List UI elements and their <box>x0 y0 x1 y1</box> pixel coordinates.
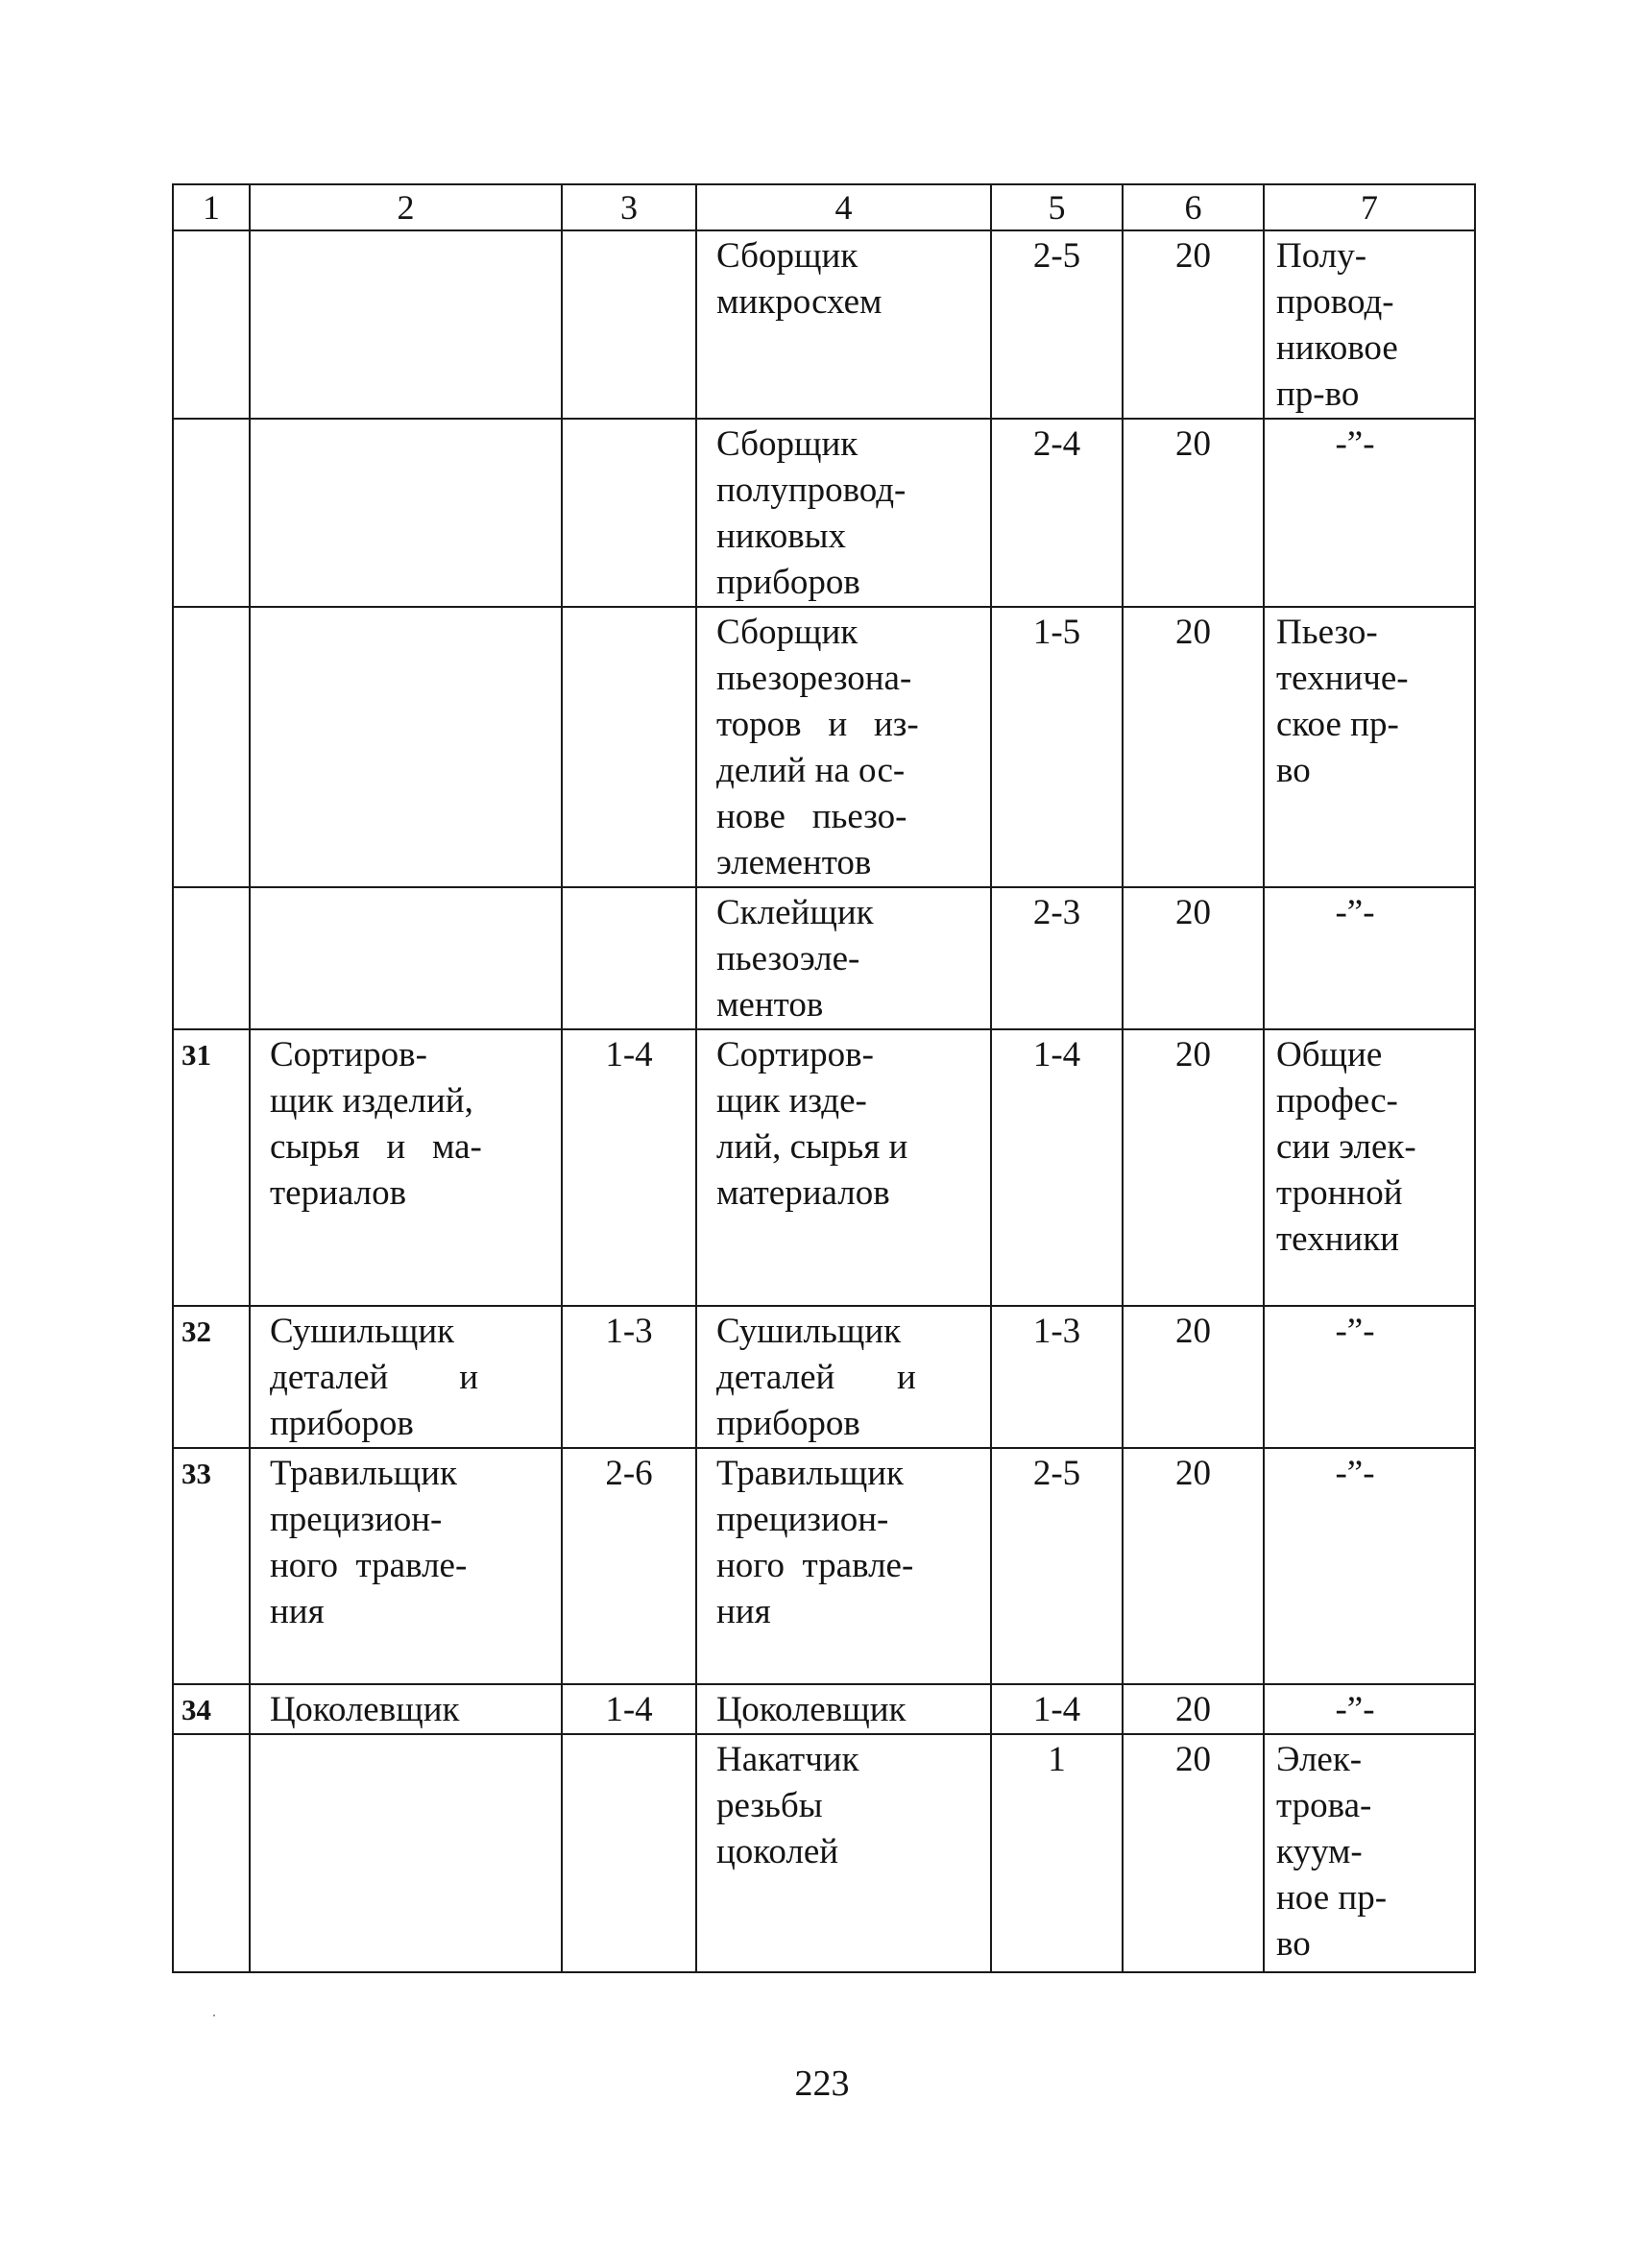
section-name: -”- <box>1264 1448 1475 1684</box>
section-name: Полу- провод- никовое пр-во <box>1264 230 1475 419</box>
etks-profession-name: Сушильщик деталей и приборов <box>696 1306 991 1448</box>
row-number <box>173 1734 250 1972</box>
table-row <box>173 1448 1475 1684</box>
row-number: 33 <box>173 1448 250 1684</box>
table-row <box>173 419 1475 607</box>
issue-number: 20 <box>1123 419 1264 607</box>
grade-range <box>562 887 696 1029</box>
etks-profession-name: Сборщик микросхем <box>696 230 991 419</box>
issue-number: 20 <box>1123 607 1264 887</box>
profession-title: Травильщик прецизион- ного травле- ния <box>250 1448 562 1684</box>
issue-number: 20 <box>1123 1029 1264 1306</box>
issue-number: 20 <box>1123 1306 1264 1448</box>
row-number <box>173 230 250 419</box>
etks-profession-name: Цоколевщик <box>696 1684 991 1734</box>
issue-number: 20 <box>1123 1734 1264 1972</box>
header-col-6: 6 <box>1123 184 1264 230</box>
row-number: 31 <box>173 1029 250 1306</box>
etks-profession-name: Травильщик прецизион- ного травле- ния <box>696 1448 991 1684</box>
issue-number: 20 <box>1123 887 1264 1029</box>
etks-grade-range: 2-5 <box>991 230 1123 419</box>
grade-range: 1-4 <box>562 1029 696 1306</box>
header-col-4: 4 <box>696 184 991 230</box>
scan-speck <box>213 2015 215 2016</box>
row-number <box>173 607 250 887</box>
header-col-2: 2 <box>250 184 562 230</box>
row-number <box>173 419 250 607</box>
grade-range <box>562 419 696 607</box>
issue-number: 20 <box>1123 230 1264 419</box>
table-row <box>173 607 1475 887</box>
section-name: -”- <box>1264 419 1475 607</box>
profession-title <box>250 1734 562 1972</box>
table-row <box>173 1734 1475 1972</box>
section-name: Общие профес- сии элек- тронной техники <box>1264 1029 1475 1306</box>
etks-profession-name: Склейщик пьезоэле- ментов <box>696 887 991 1029</box>
table-header-row <box>173 184 1475 230</box>
profession-title: Сортиров- щик изделий, сырья и ма- териалов <box>250 1029 562 1306</box>
etks-grade-range: 2-4 <box>991 419 1123 607</box>
section-name: -”- <box>1264 887 1475 1029</box>
grade-range: 1-3 <box>562 1306 696 1448</box>
profession-title: Цоколевщик <box>250 1684 562 1734</box>
etks-grade-range: 1-5 <box>991 607 1123 887</box>
row-number <box>173 887 250 1029</box>
etks-grade-range: 1-4 <box>991 1029 1123 1306</box>
profession-title <box>250 419 562 607</box>
issue-number: 20 <box>1123 1684 1264 1734</box>
etks-grade-range: 1-4 <box>991 1684 1123 1734</box>
profession-title <box>250 607 562 887</box>
row-number: 32 <box>173 1306 250 1448</box>
etks-profession-name: Сборщик полупровод- никовых приборов <box>696 419 991 607</box>
profession-title: Сушильщик деталей и приборов <box>250 1306 562 1448</box>
etks-grade-range: 2-3 <box>991 887 1123 1029</box>
etks-profession-name: Сборщик пьезорезона- торов и из- делий на ос- нове пьезо- элементов <box>696 607 991 887</box>
table-row <box>173 1029 1475 1306</box>
issue-number: 20 <box>1123 1448 1264 1684</box>
section-name: -”- <box>1264 1684 1475 1734</box>
grade-range <box>562 1734 696 1972</box>
table-row <box>173 887 1475 1029</box>
grade-range <box>562 607 696 887</box>
grade-range: 2-6 <box>562 1448 696 1684</box>
etks-profession-name: Сортиров- щик изде- лий, сырья и материалов <box>696 1029 991 1306</box>
header-col-1: 1 <box>173 184 250 230</box>
professions-table <box>172 183 1476 1973</box>
section-name: -”- <box>1264 1306 1475 1448</box>
header-col-7: 7 <box>1264 184 1475 230</box>
table-row <box>173 1684 1475 1734</box>
row-number: 34 <box>173 1684 250 1734</box>
etks-profession-name: Накатчик резьбы цоколей <box>696 1734 991 1972</box>
header-col-3: 3 <box>562 184 696 230</box>
page-number: 223 <box>794 2063 850 2104</box>
etks-grade-range: 1 <box>991 1734 1123 1972</box>
header-col-5: 5 <box>991 184 1123 230</box>
section-name: Элек- трова- куум- ное пр- во <box>1264 1734 1475 1972</box>
profession-title <box>250 887 562 1029</box>
etks-grade-range: 1-3 <box>991 1306 1123 1448</box>
grade-range: 1-4 <box>562 1684 696 1734</box>
table-row <box>173 230 1475 419</box>
table-row <box>173 1306 1475 1448</box>
profession-title <box>250 230 562 419</box>
etks-grade-range: 2-5 <box>991 1448 1123 1684</box>
section-name: Пьезо- техниче- ское пр- во <box>1264 607 1475 887</box>
grade-range <box>562 230 696 419</box>
